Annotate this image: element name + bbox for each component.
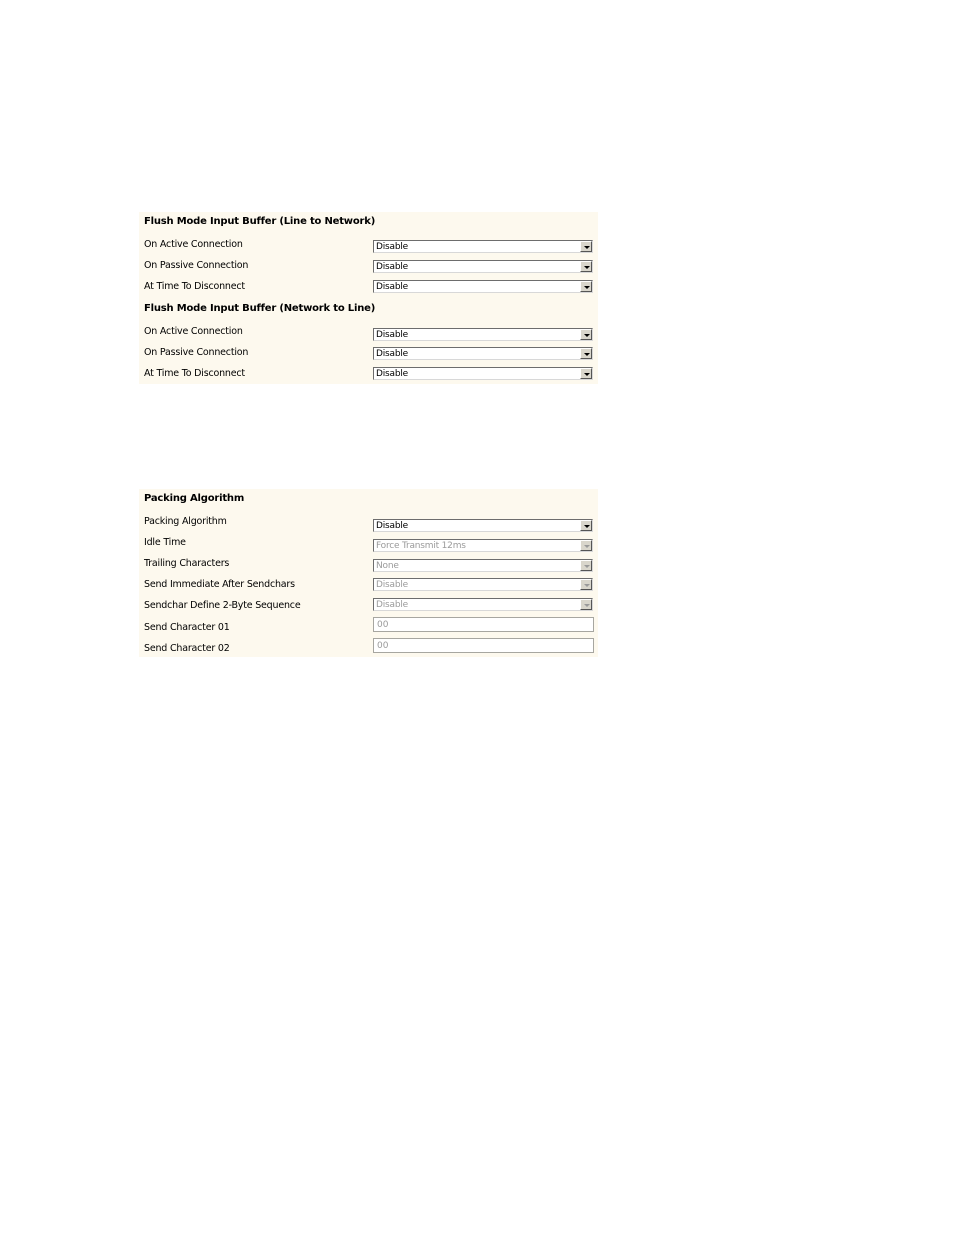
idle-time-select[interactable] [373, 539, 593, 552]
input-value: 00 [377, 620, 389, 630]
label-send-character-01: Send Character 01 [144, 622, 230, 633]
section-title-packing-algorithm: Packing Algorithm [144, 493, 245, 504]
select-value: Disable [376, 242, 408, 252]
label-l2n-active-connection: On Active Connection [144, 239, 243, 250]
label-sendchar-define-2-byte-sequence: Sendchar Define 2-Byte Sequence [144, 600, 301, 611]
l2n-active-connection-select[interactable] [373, 240, 593, 253]
packing-algorithm-panel [139, 489, 598, 657]
select-value: Disable [376, 369, 408, 379]
trailing-characters-select[interactable] [373, 559, 593, 572]
dropdown-button[interactable] [580, 579, 592, 590]
chevron-down-icon [584, 565, 590, 568]
chevron-down-icon [584, 373, 590, 376]
chevron-down-icon [584, 246, 590, 249]
label-trailing-characters: Trailing Characters [144, 558, 230, 569]
label-l2n-time-to-disconnect: At Time To Disconnect [144, 281, 245, 292]
dropdown-button[interactable] [580, 540, 592, 551]
chevron-down-icon [584, 353, 590, 356]
section-title-network-to-line: Flush Mode Input Buffer (Network to Line) [144, 303, 376, 314]
label-n2l-passive-connection: On Passive Connection [144, 347, 249, 358]
n2l-active-connection-select[interactable] [373, 328, 593, 341]
label-n2l-time-to-disconnect: At Time To Disconnect [144, 368, 245, 379]
select-value: Disable [376, 600, 408, 610]
label-send-character-02: Send Character 02 [144, 643, 230, 654]
packing-algorithm-select[interactable] [373, 519, 593, 532]
l2n-passive-connection-select[interactable] [373, 260, 593, 273]
chevron-down-icon [584, 286, 590, 289]
chevron-down-icon [584, 334, 590, 337]
label-idle-time: Idle Time [144, 537, 186, 548]
section-title-line-to-network: Flush Mode Input Buffer (Line to Network) [144, 216, 376, 227]
n2l-passive-connection-select[interactable] [373, 347, 593, 360]
chevron-down-icon [584, 584, 590, 587]
dropdown-button[interactable] [580, 560, 592, 571]
dropdown-button[interactable] [580, 348, 592, 359]
select-value: None [376, 561, 399, 571]
select-value: Disable [376, 330, 408, 340]
select-value: Force Transmit 12ms [376, 541, 466, 551]
dropdown-button[interactable] [580, 329, 592, 340]
dropdown-button[interactable] [580, 368, 592, 379]
label-send-immediate-after-sendchars: Send Immediate After Sendchars [144, 579, 295, 590]
flush-mode-panel [139, 212, 598, 384]
select-value: Disable [376, 349, 408, 359]
chevron-down-icon [584, 545, 590, 548]
send-immediate-after-sendchars-select[interactable] [373, 578, 593, 591]
select-value: Disable [376, 521, 408, 531]
select-value: Disable [376, 580, 408, 590]
label-l2n-passive-connection: On Passive Connection [144, 260, 249, 271]
select-value: Disable [376, 282, 408, 292]
label-n2l-active-connection: On Active Connection [144, 326, 243, 337]
dropdown-button[interactable] [580, 241, 592, 252]
dropdown-button[interactable] [580, 599, 592, 610]
sendchar-define-2-byte-sequence-select[interactable] [373, 598, 593, 611]
select-value: Disable [376, 262, 408, 272]
chevron-down-icon [584, 525, 590, 528]
send-character-01-input[interactable] [373, 617, 594, 632]
n2l-time-to-disconnect-select[interactable] [373, 367, 593, 380]
dropdown-button[interactable] [580, 281, 592, 292]
label-packing-algorithm: Packing Algorithm [144, 516, 227, 527]
input-value: 00 [377, 641, 389, 651]
chevron-down-icon [584, 604, 590, 607]
l2n-time-to-disconnect-select[interactable] [373, 280, 593, 293]
chevron-down-icon [584, 266, 590, 269]
dropdown-button[interactable] [580, 520, 592, 531]
dropdown-button[interactable] [580, 261, 592, 272]
send-character-02-input[interactable] [373, 638, 594, 653]
